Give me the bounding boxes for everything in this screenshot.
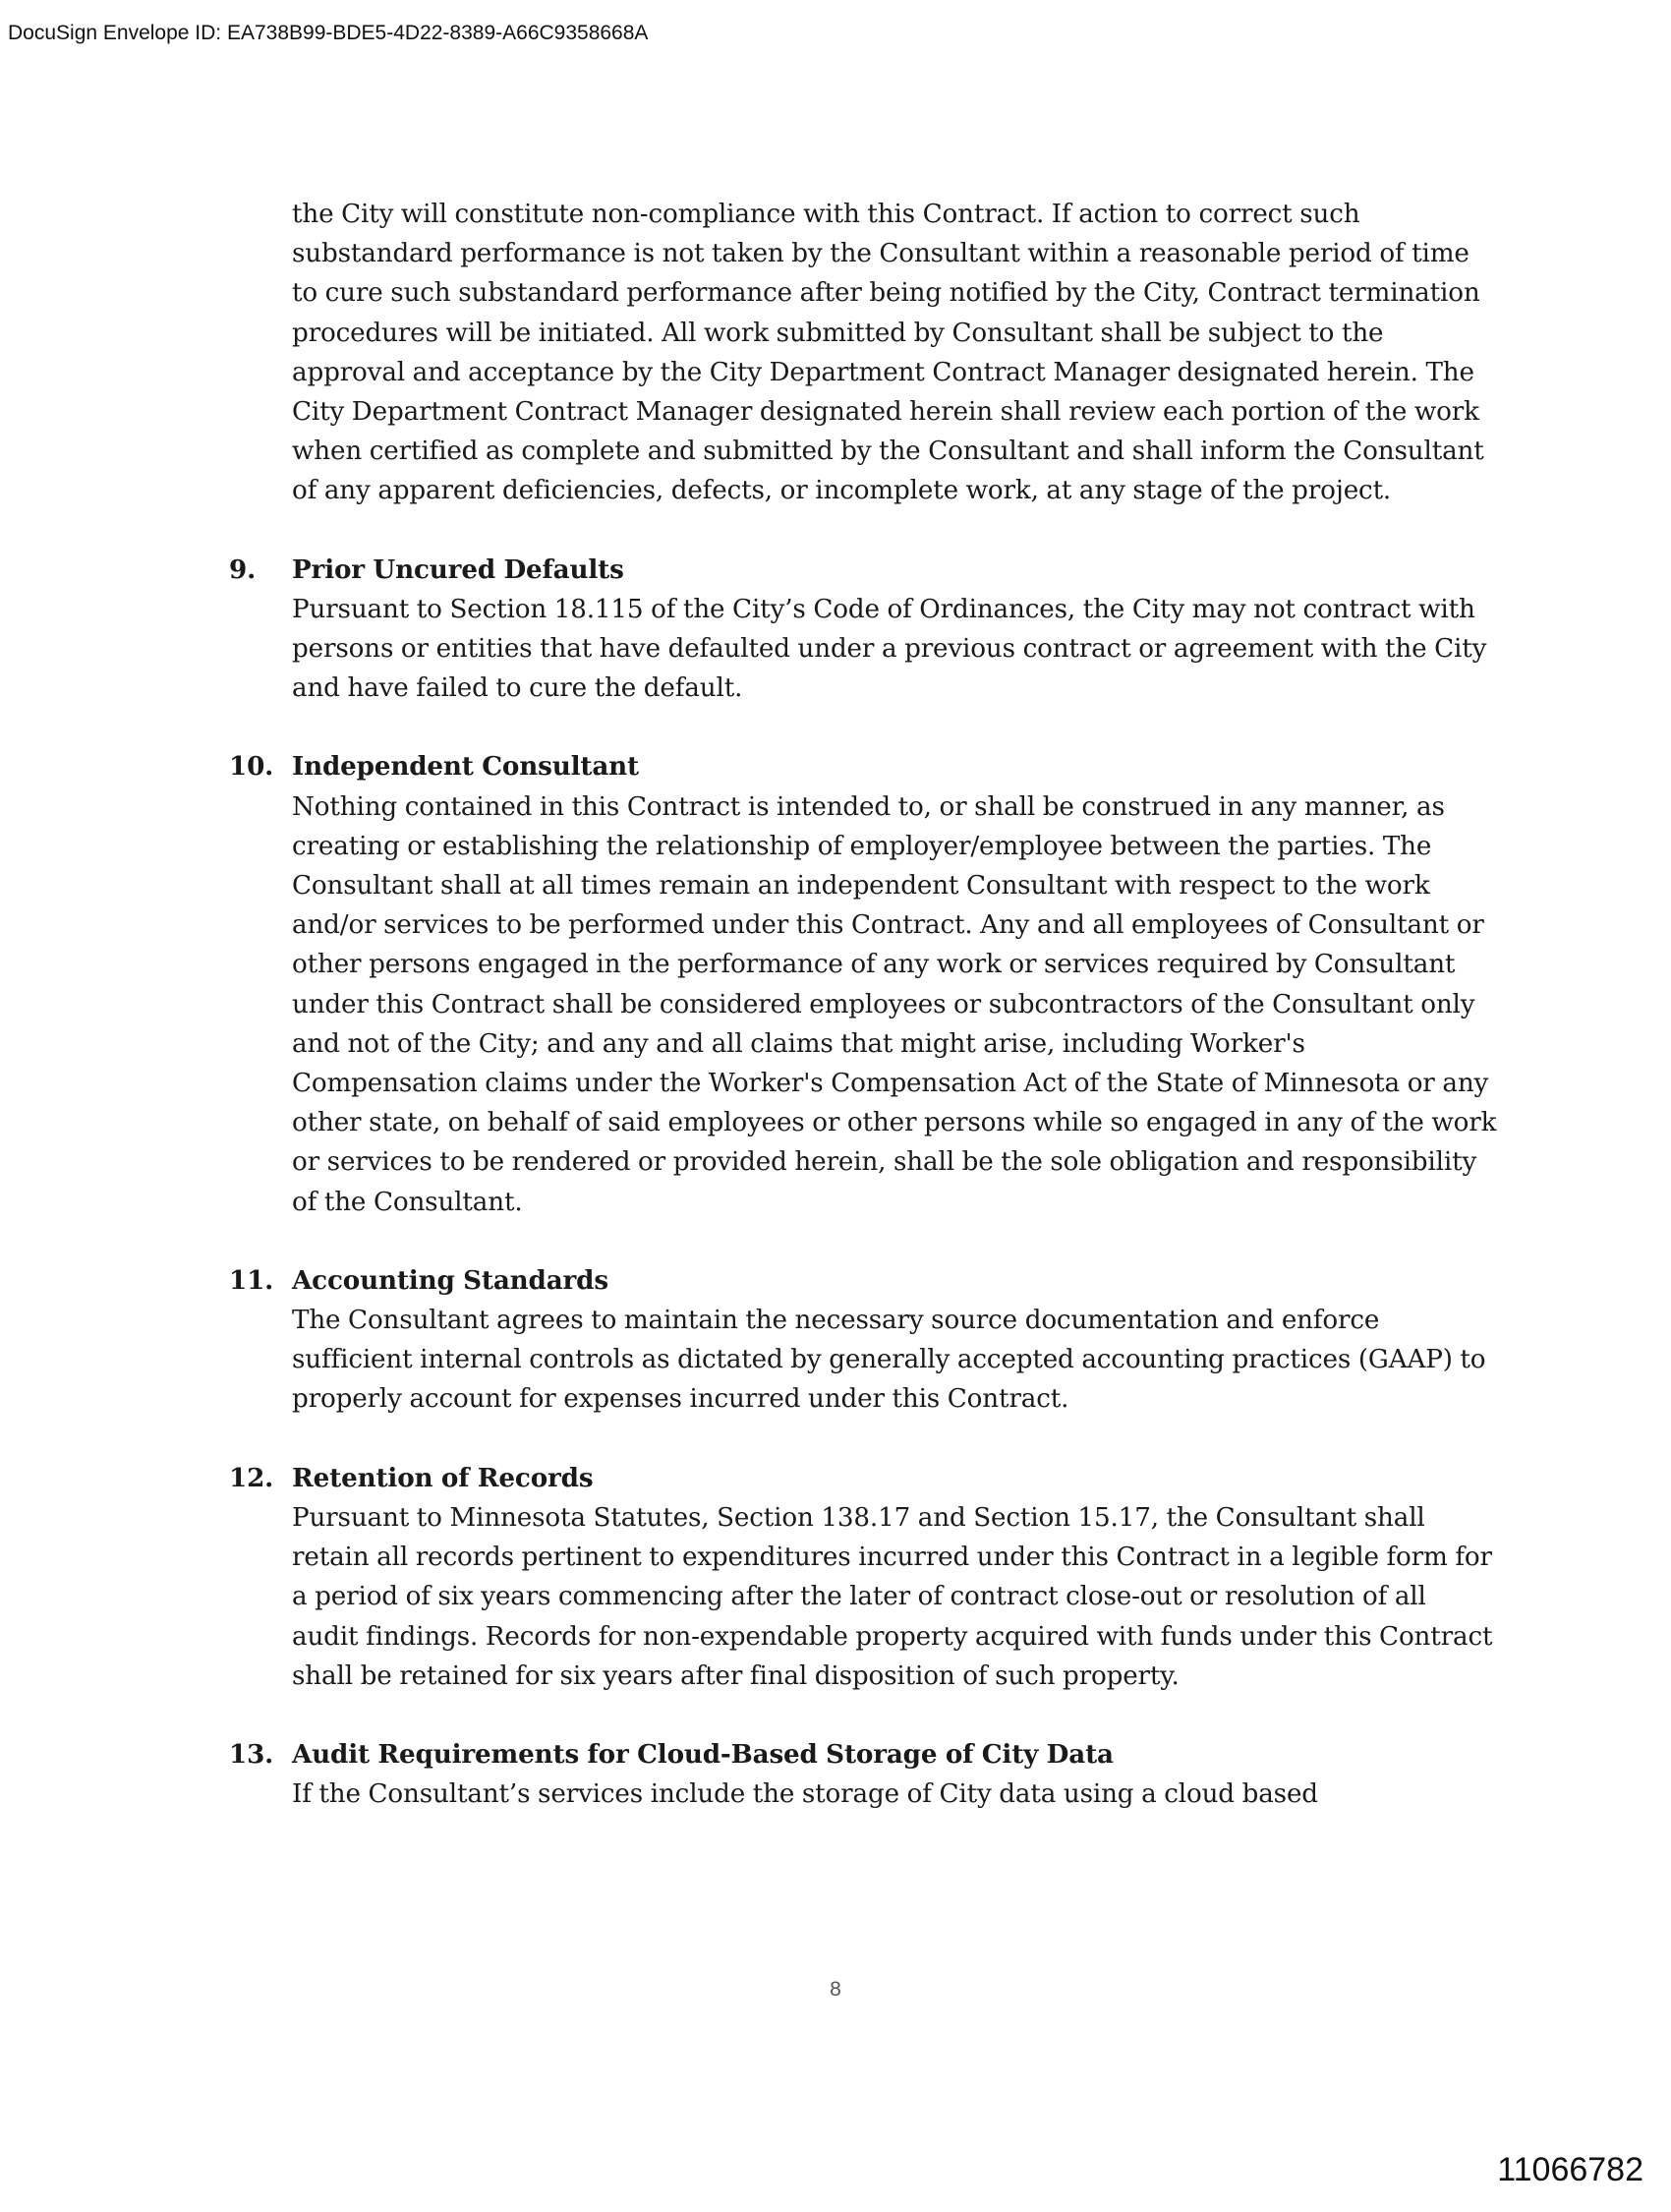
- section-title: Retention of Records: [292, 1462, 594, 1493]
- section-audit-requirements-cloud-storage: [229, 1735, 1497, 1814]
- section-title: Independent Consultant: [292, 751, 639, 783]
- section-prior-uncured-defaults: [229, 551, 1497, 709]
- continued-paragraph: the City will constitute non-compliance with this Contract. If action to correct such substandard performance is not taken by the Consultant within a reasonable period of time to cure such substandard performance after being notified by the City, Contract termination procedures will be initiated. All work submitted by Consultant shall be subject to the approval and acceptance by the City Department Contract Manager designated herein. The City Department Contract Manager designated herein shall review each portion of the work when certified as complete and submitted by the Consultant and shall inform the Consultant of any apparent deficiencies, defects, or incomplete work, at any stage of the project.: [292, 200, 1484, 506]
- section-number: 12.: [229, 1462, 274, 1493]
- section-number: 9.: [229, 553, 257, 585]
- section-body: Pursuant to Section 18.115 of the City’s Code of Ordinances, the City may not contract with persons or entities that have defaulted under a previous contract or agreement with the City and have failed to cure the default.: [292, 594, 1487, 704]
- section-title: Audit Requirements for Cloud-Based Storage of City Data: [292, 1738, 1114, 1770]
- section-body: Pursuant to Minnesota Statutes, Section 138.17 and Section 15.17, the Consultant shall retain all records pertinent to expenditures incurred under this Contract in a legible form for a period of six years commencing after the later of contract close-out or resolution of all audit findings. Records for non-expendable property acquired with funds under this Contract shall be retained for six years after final disposition of such property.: [292, 1502, 1493, 1691]
- section-heading: [229, 551, 1497, 590]
- document-body: [229, 195, 1497, 1814]
- section-heading: [229, 1459, 1497, 1498]
- section-independent-consultant: [229, 747, 1497, 1221]
- page-number: 8: [830, 1978, 841, 2001]
- section-body: Nothing contained in this Contract is intended to, or shall be construed in any manner, as creating or establishing the relationship of employer/employee between the parties. The Consultant shall at all times remain an independent Consultant with respect to the work and/or services to be performed under this Contract. Any and all employees of Consultant or other persons engaged in the performance of any work or services required by Consultant under this Contract shall be considered employees or subcontractors of the Consultant only and not of the City; and any and all claims that might arise, including Worker's Compensation claims under the Worker's Compensation Act of the State of Minnesota or any other state, on behalf of said employees or other persons while so engaged in any of the work or services to be rendered or provided herein, shall be the sole obligation and responsibility of the Consultant.: [292, 791, 1497, 1217]
- section-title: Accounting Standards: [292, 1264, 608, 1296]
- section-number: 11.: [229, 1264, 274, 1296]
- section-accounting-standards: [229, 1261, 1497, 1420]
- section-heading: [229, 1261, 1497, 1301]
- section-heading: [229, 747, 1497, 786]
- section-number: 10.: [229, 751, 274, 783]
- section-number: 13.: [229, 1738, 274, 1770]
- document-number: 11066782: [1497, 2151, 1643, 2188]
- section-title: Prior Uncured Defaults: [292, 553, 624, 585]
- section-retention-of-records: [229, 1459, 1497, 1696]
- section-heading: [229, 1735, 1497, 1775]
- docusign-envelope-id: DocuSign Envelope ID: EA738B99-BDE5-4D22-8389-A66C9358668A: [8, 22, 649, 44]
- section-body: The Consultant agrees to maintain the necessary source documentation and enforce sufficient internal controls as dictated by generally accepted accounting practices (GAAP) to properly account for expenses incurred under this Contract.: [292, 1306, 1486, 1415]
- section-body: If the Consultant’s services include the storage of City data using a cloud based: [292, 1779, 1318, 1810]
